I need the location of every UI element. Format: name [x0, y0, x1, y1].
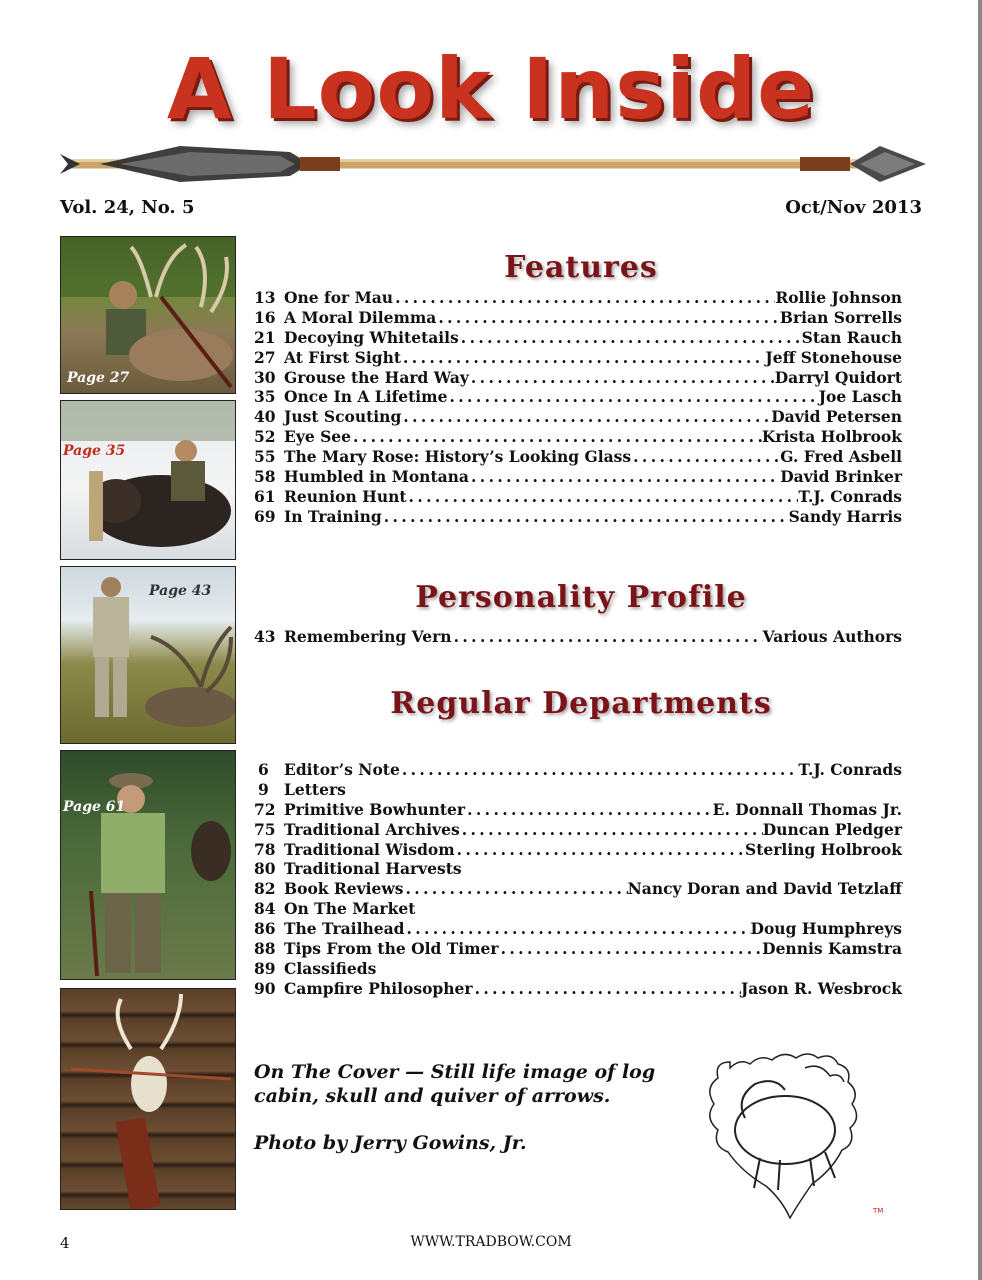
photo-credit: Photo by Jerry Gowins, Jr. [254, 1132, 527, 1154]
list-item: 82 Book Reviews . . . Nancy Doran and David Tetzlaff [254, 879, 902, 899]
departments-list [254, 760, 902, 999]
profile-list [254, 627, 902, 647]
photo-caribou [60, 566, 236, 744]
features-heading: Features [504, 250, 658, 285]
buffalo-hunter-illustration [61, 401, 236, 560]
photo-caption: Page 35 [63, 443, 126, 459]
page-edge [978, 0, 982, 1280]
website-url: WWW.TRADBOW.COM [410, 1234, 572, 1250]
photo-caption: Page 27 [67, 370, 130, 386]
list-item: 35 Once In A Lifetime . . . Joe Lasch [254, 387, 902, 407]
list-item: 52 Eye See . . . Krista Holbrook [254, 427, 902, 447]
list-item: 89 Classifieds [254, 958, 377, 978]
list-item: 84 On The Market [254, 899, 416, 919]
arrow-divider-icon [60, 140, 926, 188]
photo-caption: Page 61 [63, 799, 126, 815]
features-list [254, 288, 902, 527]
photo-grouse-hunter [60, 750, 236, 980]
list-item: 78 Traditional Wisdom . . . Sterling Holbrook [254, 840, 902, 860]
list-item: 27 At First Sight . . . Jeff Stonehouse [254, 348, 902, 368]
list-item: 40 Just Scouting . . . David Petersen [254, 407, 902, 427]
list-item: 43 Remembering Vern . . . Various Authors [254, 627, 902, 647]
list-item: 75 Traditional Archives . . . Duncan Pledger [254, 820, 902, 840]
list-item: 86 The Trailhead . . . Doug Humphreys [254, 919, 902, 939]
list-item: 61 Reunion Hunt . . . T.J. Conrads [254, 487, 902, 507]
list-item: 16 A Moral Dilemma . . . Brian Sorrells [254, 308, 902, 328]
masthead-title: A Look Inside [166, 40, 816, 138]
list-item: 88 Tips From the Old Timer . . . Dennis Kamstra [254, 939, 902, 959]
departments-heading: Regular Departments [390, 686, 772, 721]
list-item: 90 Campfire Philosopher . . . Jason R. Wesbrock [254, 979, 902, 999]
bison-arrowhead-logo-icon [690, 1048, 900, 1228]
trademark-mark: TM [873, 1207, 884, 1215]
list-item: 72 Primitive Bowhunter . . . E. Donnall Thomas Jr. [254, 800, 902, 820]
list-item: 6 Editor’s Note . . . T.J. Conrads [254, 760, 902, 780]
skull-quiver-illustration [61, 989, 236, 1210]
issue-volume: Vol. 24, No. 5 [60, 197, 195, 218]
photo-mule-deer [60, 236, 236, 394]
list-item: 58 Humbled in Montana . . . David Brinker [254, 467, 902, 487]
photo-log-cabin-cover [60, 988, 236, 1210]
list-item: 13 One for Mau . . . Rollie Johnson [254, 288, 902, 308]
list-item: 9 Letters [258, 779, 346, 799]
page-number: 4 [60, 1234, 70, 1252]
grouse-hunter-illustration [61, 751, 236, 980]
list-item: 55 The Mary Rose: History’s Looking Glass . . . G. Fred Asbell [254, 447, 902, 467]
photo-buffalo [60, 400, 236, 560]
issue-date: Oct/Nov 2013 [785, 197, 922, 218]
list-item: 69 In Training . . . Sandy Harris [254, 507, 902, 527]
profile-heading: Personality Profile [415, 580, 747, 615]
list-item: 21 Decoying Whitetails . . . Stan Rauch [254, 328, 902, 348]
list-item: 80 Traditional Harvests [254, 859, 462, 879]
cover-description: On The Cover — Still life image of log cabin, skull and quiver of arrows. [254, 1061, 656, 1107]
list-item: 30 Grouse the Hard Way . . . Darryl Quidort [254, 368, 902, 388]
photo-caption: Page 43 [149, 583, 212, 599]
